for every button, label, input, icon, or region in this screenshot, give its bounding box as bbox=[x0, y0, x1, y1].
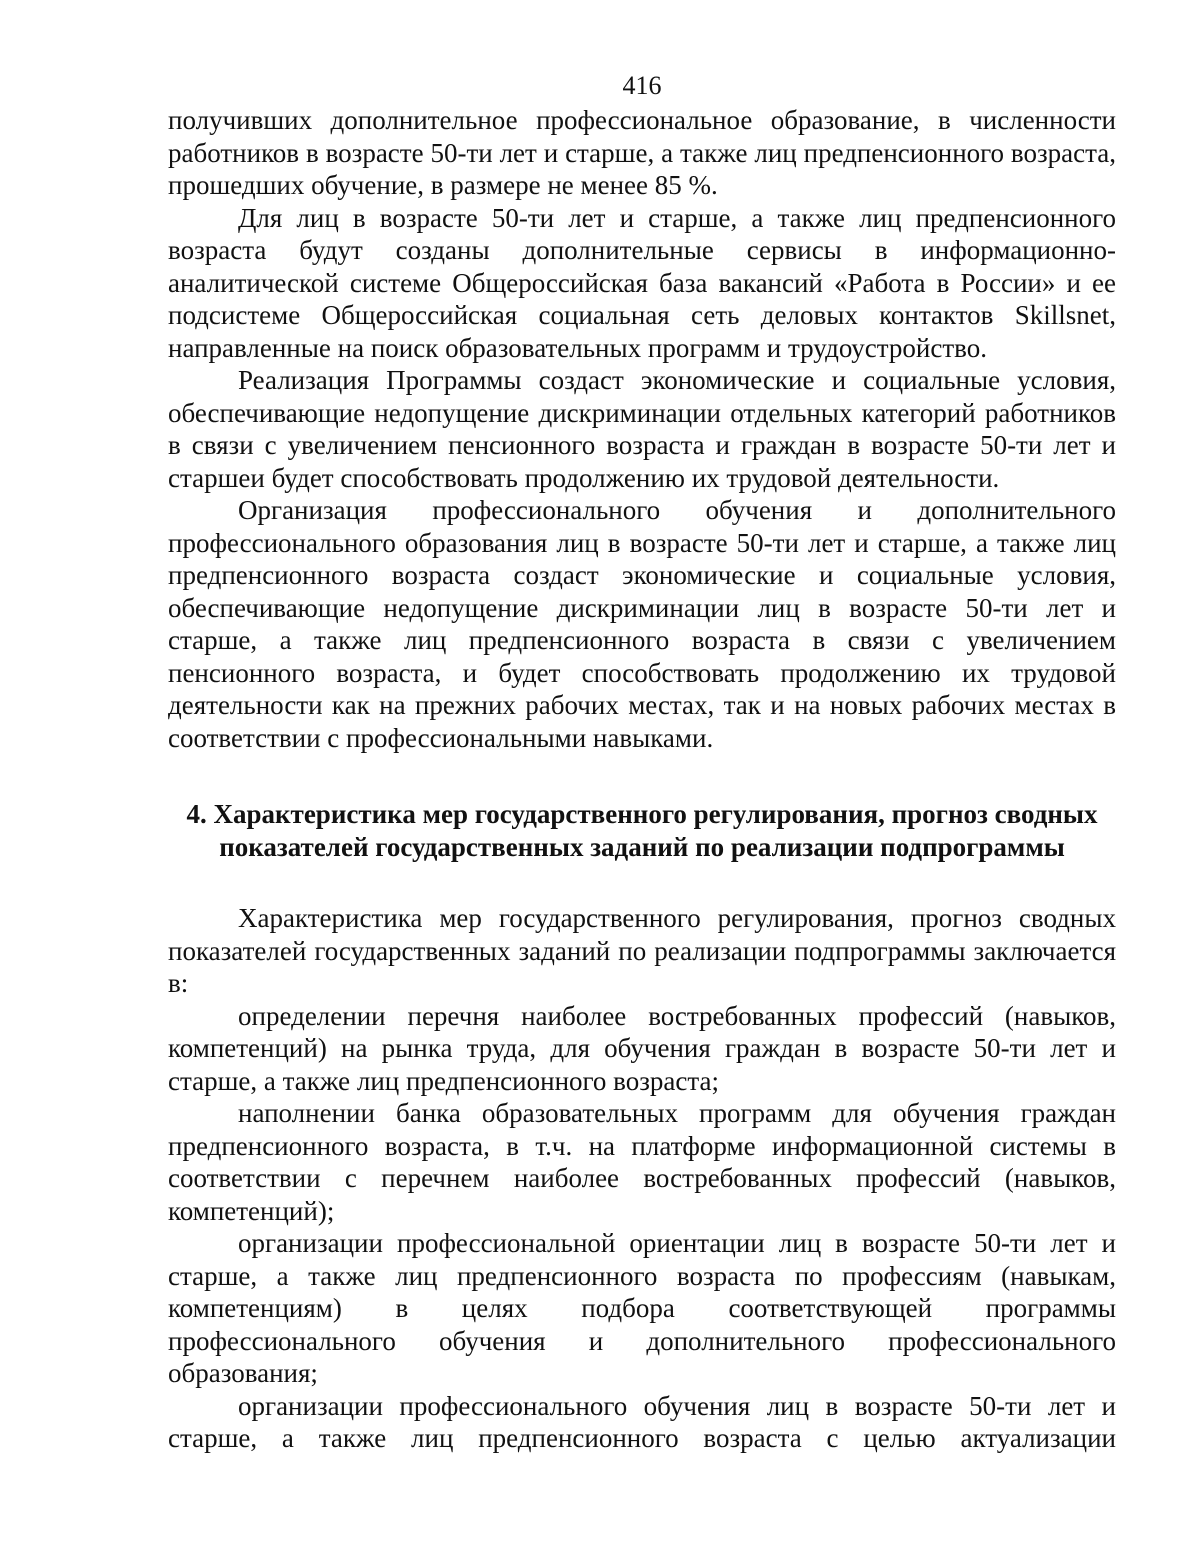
paragraph-continuation: получивших дополнительное профессиональное образование, в численности работников в возрасте 50-ти лет и старше, а также лиц предпенсионного возраста, прошедших обучение, в размере не менее 85 %. bbox=[168, 105, 1116, 200]
page-number: 416 bbox=[622, 71, 662, 100]
paragraph-measures-intro: Характеристика мер государственного регулирования, прогноз сводных показателей государственных заданий по реализации подпрограммы заключается в: bbox=[168, 903, 1116, 998]
paragraph-program-realization: Реализация Программы создаст экономические и социальные условия, обеспечивающие недопущение дискриминации отдельных категорий работников в связи с увеличением пенсионного возраста и граждан в возрасте 50-ти лет и старшеи будет способствовать продолжению их трудовой деятельности. bbox=[168, 365, 1116, 493]
paragraph-measure-vocational-training: организации профессионального обучения лиц в возрасте 50-ти лет и старше, а также лиц предпенсионного возраста с целью актуализации bbox=[168, 1390, 1116, 1453]
document-page bbox=[168, 70, 1116, 1455]
section-heading-line-2: показателей государственных заданий по реализации подпрограммы bbox=[219, 832, 1065, 862]
paragraph-training-organization: Организация профессионального обучения и дополнительного профессионального образования лиц в возрасте 50-ти лет и старше, а также лиц предпенсионного возраста создаст экономические и социальные условия, обеспечивающие недопущение дискриминации лиц в возрасте 50-ти лет и старше, а также лиц предпенсионного возраста в связи с увеличением пенсионного возраста, и будет способствовать продолжению их трудовой деятельности как на прежних рабочих местах, так и на новых рабочих местах в соответствии с профессиональными навыками. bbox=[168, 495, 1116, 753]
paragraph-measure-career-guidance: организации профессиональной ориентации лиц в возрасте 50-ти лет и старше, а также лиц предпенсионного возраста по профессиям (навыкам, компетенциям) в целях подбора соответствующей программы профессионального обучения и дополнительного профессионального образования; bbox=[168, 1228, 1116, 1388]
paragraph-measure-program-bank: наполнении банка образовательных программ для обучения граждан предпенсионного возраста, в т.ч. на платформе информационной системы в соответствии с перечнем наиболее востребованных профессий (навыков, компетенций); bbox=[168, 1098, 1116, 1226]
paragraph-additional-services: Для лиц в возрасте 50-ти лет и старше, а также лиц предпенсионного возраста будут созданы дополнительные сервисы в информационно-аналитической системе Общероссийская база вакансий «Работа в России» и ее подсистеме Общероссийская социальная сеть деловых контактов Skillsnet, направленные на поиск образовательных программ и трудоустройство. bbox=[168, 202, 1116, 363]
paragraph-measure-professions-list: определении перечня наиболее востребованных профессий (навыков, компетенций) на рынка труда, для обучения граждан в возрасте 50-ти лет и старше, а также лиц предпенсионного возраста; bbox=[168, 1000, 1116, 1096]
section-heading-line-1: 4. Характеристика мер государственного регулирования, прогноз сводных bbox=[186, 799, 1098, 829]
section-heading bbox=[168, 798, 1116, 864]
